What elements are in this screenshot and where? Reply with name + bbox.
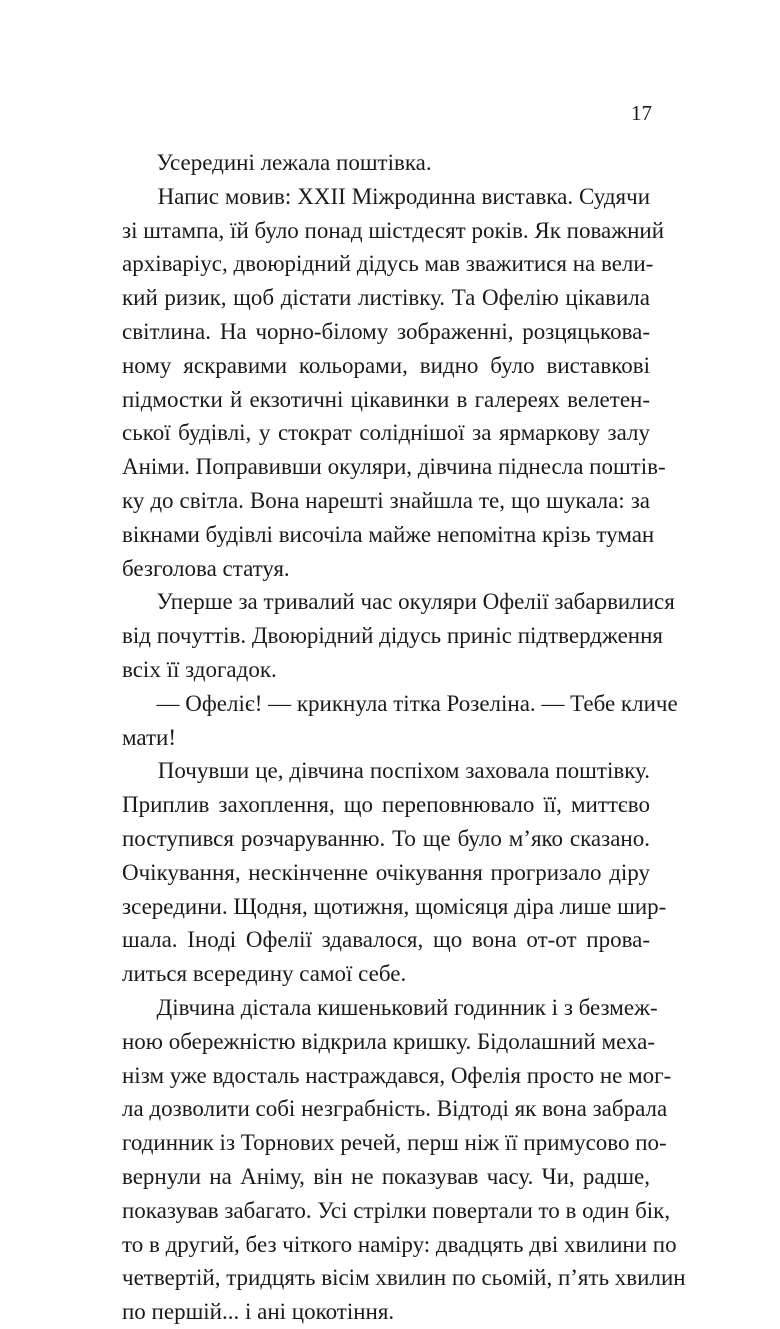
text-line: безголова статуя. (122, 555, 290, 581)
text-line: архіваріус, двоюрідний дідусь мав зважитися на вели- (122, 251, 654, 277)
text-line: четвертій, тридцять вісім хвилин по сьомій, п’ять хвилин (122, 1265, 686, 1291)
text-line: показував забагато. Усі стрілки повертали то в один бік, (122, 1197, 671, 1223)
text-line: мати! (122, 724, 177, 750)
text-line: зі штампа, їй було понад шістдесят років. Як поважний (122, 217, 665, 243)
text-line: — Офеліє! — крикнула тітка Розеліна. — Тебе кличе (122, 690, 678, 716)
text-line: Уперше за тривалий час окуляри Офелії забарвилися (122, 589, 675, 615)
text-line: шала. Іноді Офелії здавалося, що вона от-от прова- (122, 927, 650, 953)
text-line: вікнами будівлі височіла майже непомітна крізь туман (122, 521, 655, 547)
text-line: світлина. На чорно-білому зображенні, розцяцькова- (122, 318, 650, 344)
text-line: ла дозволити собі незграбність. Відтоді як вона забрала (122, 1096, 668, 1122)
text-line: ною обережністю відкрила кришку. Бідолашний меха- (122, 1028, 656, 1054)
text-line: ської будівлі, у стократ соліднішої за ярмаркову залу (122, 420, 650, 446)
text-line: зсередини. Щодня, щотижня, щомісяця діра лише шир- (122, 893, 667, 919)
text-line: підмостки й екзотичні цікавинки в галереях велетен- (122, 386, 650, 412)
body-text (122, 146, 686, 1329)
text-line: Усередині лежала поштівка. (122, 150, 432, 175)
text-line: всіх її здогадок. (122, 656, 277, 682)
text-line: нізм уже вдосталь настраждався, Офелія просто не мог- (122, 1062, 672, 1088)
text-line: поступився розчаруванню. То ще було м’яко сказано. (122, 825, 650, 851)
text-line: Напис мовив: XXII Міжродинна виставка. Судячи (122, 183, 650, 209)
text-line: ному яскравими кольорами, видно було виставкові (122, 352, 650, 378)
text-line: годинник із Торнових речей, перш ніж її примусово по- (122, 1130, 667, 1156)
page-number: 17 (631, 101, 652, 125)
text-line: Аніми. Поправивши окуляри, дівчина піднесла поштів- (122, 454, 666, 480)
text-line: вернули на Аніму, він не показував часу. Чи, радше, (122, 1163, 650, 1189)
text-line: Почувши це, дівчина поспіхом заховала поштівку. (122, 758, 650, 784)
text-line: кий ризик, щоб дістати листівку. Та Офелію цікавила (122, 285, 650, 311)
text-line: від почуттів. Двоюрідний дідусь приніс підтвердження (122, 623, 663, 649)
text-line: по першій... і ані цокотіння. (122, 1299, 395, 1325)
text-line: Дівчина дістала кишеньковий годинник і з безмеж- (122, 994, 658, 1020)
text-line: то в другий, без чіткого наміру: двадцять дві хвилини по (122, 1231, 677, 1257)
text-line: Очікування, нескінченне очікування прогризало діру (122, 859, 650, 885)
text-line: ку до світла. Вона нарешті знайшла те, що шукала: за (122, 487, 650, 513)
text-line: литься всередину самої себе. (122, 961, 407, 987)
text-line: Приплив захоплення, що переповнювало її, миттєво (122, 792, 650, 818)
